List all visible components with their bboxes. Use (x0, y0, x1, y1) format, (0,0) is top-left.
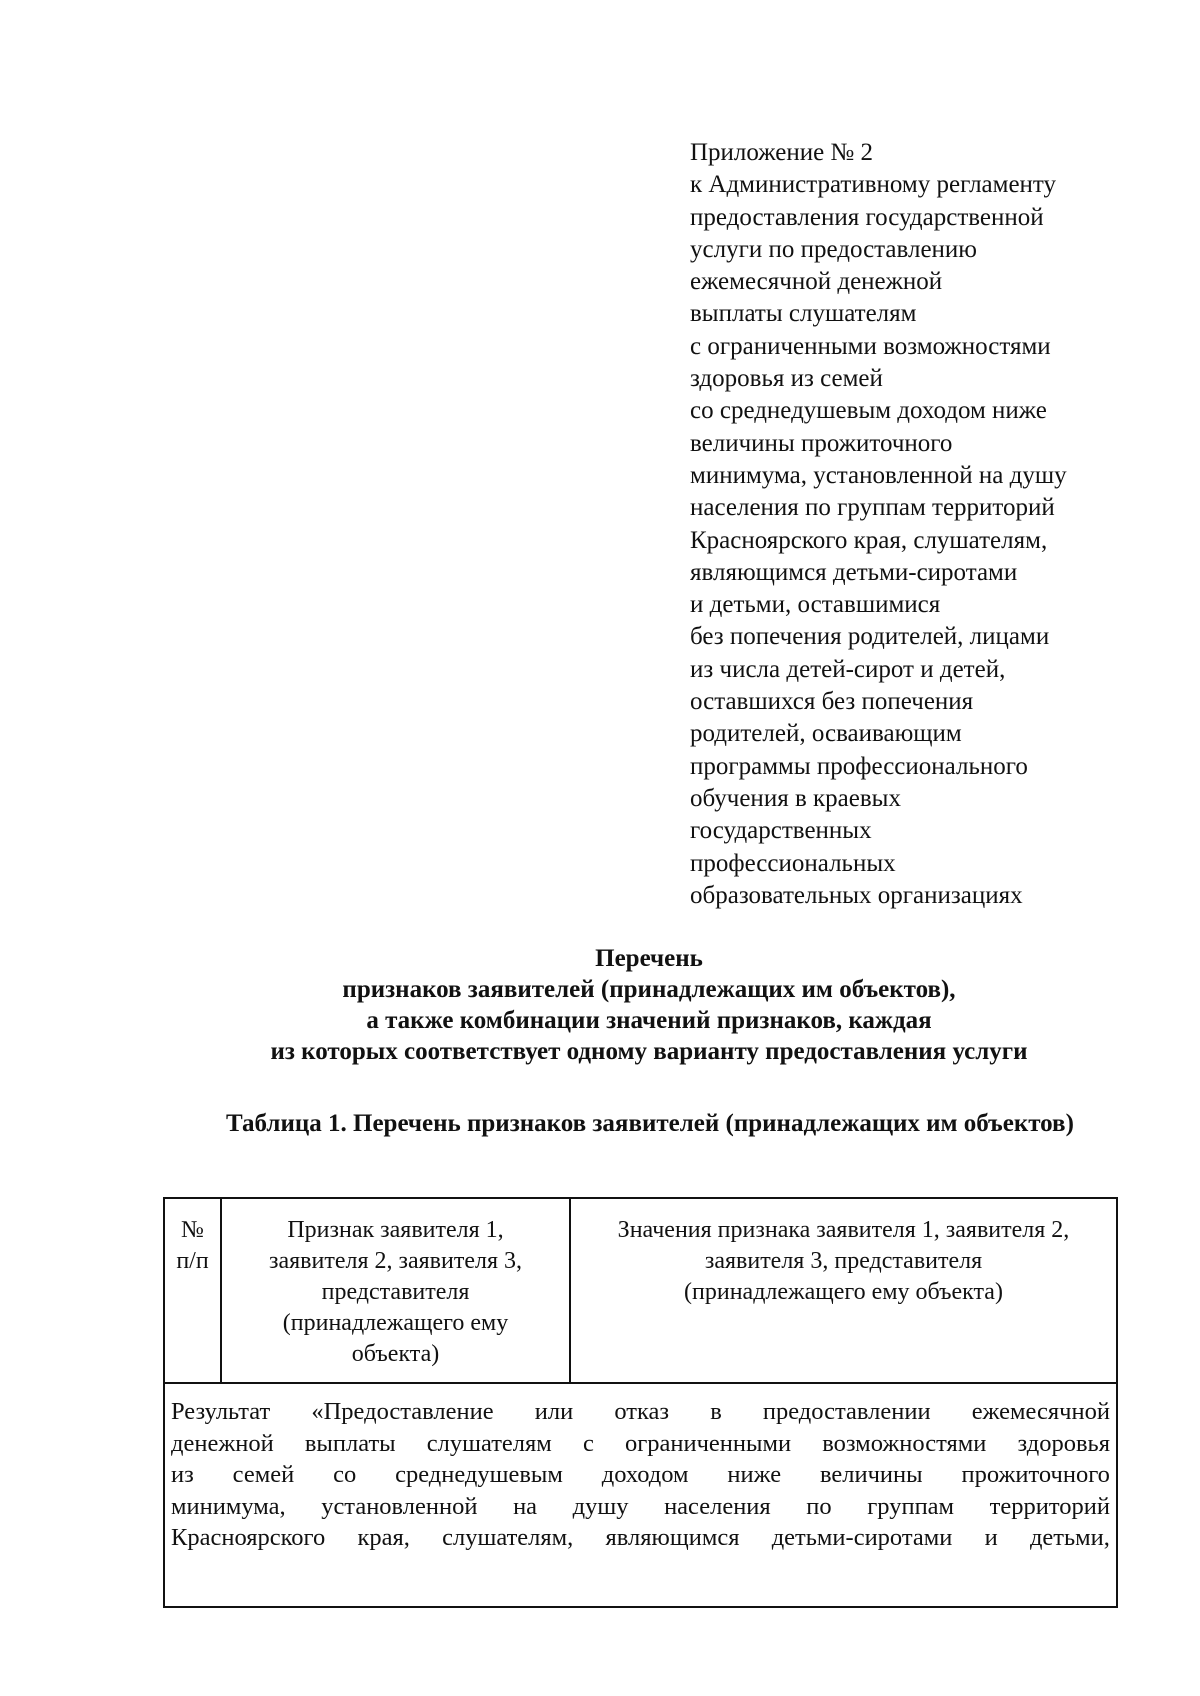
attributes-table (163, 1197, 1118, 1608)
title-line: а также комбинации значений признаков, каждая (366, 1007, 932, 1034)
appendix-line: и детьми, оставшимися (690, 591, 941, 619)
header-line: Признак заявителя 1, (287, 1217, 504, 1243)
appendix-line: предоставления государственной (690, 203, 1044, 231)
header-cell-attribute (222, 1199, 571, 1382)
result-line: Результат «Предоставление или отказ в предоставлении ежемесячной (171, 1398, 1110, 1425)
appendix-line: являющимся детьми-сиротами (690, 558, 1018, 586)
appendix-line: населения по группам территорий (690, 494, 1055, 522)
appendix-line: Приложение № 2 (690, 139, 874, 166)
result-line: Красноярского края, слушателям, являющимся детьми-сиротами и детьми, (171, 1524, 1110, 1551)
appendix-line: программы профессионального (690, 752, 1028, 780)
appendix-line: с ограниченными возможностями (690, 332, 1051, 360)
header-line: п/п (176, 1248, 209, 1274)
header-line: заявителя 3, представителя (704, 1248, 983, 1274)
appendix-line: минимума, установленной на душу (690, 461, 1067, 489)
table-header-row (165, 1199, 1116, 1384)
header-line: заявителя 2, заявителя 3, (268, 1248, 522, 1274)
header-line: представителя (321, 1279, 470, 1305)
appendix-line: оставшихся без попечения (690, 688, 974, 716)
table-result-row (171, 1396, 1110, 1554)
appendix-line: со среднедушевым доходом ниже (690, 397, 1047, 425)
appendix-line: профессиональных (690, 849, 896, 877)
appendix-line: родителей, осваивающим (690, 720, 962, 748)
appendix-line: к Административному регламенту (690, 171, 1057, 199)
document-title (160, 943, 1138, 1067)
appendix-line: Красноярского края, слушателям, (690, 526, 1048, 554)
result-line: денежной выплаты слушателям с ограниченными возможностями здоровья (171, 1429, 1110, 1457)
appendix-block (690, 137, 1130, 912)
appendix-line: ежемесячной денежной (690, 268, 943, 296)
title-line: из которых соответствует одному варианту предоставления услуги (270, 1038, 1028, 1065)
result-line: минимума, установленной на душу населения по группам территорий (171, 1492, 1110, 1520)
appendix-line: здоровья из семей (690, 365, 883, 393)
appendix-line: государственных (690, 817, 872, 845)
appendix-line: из числа детей-сирот и детей, (690, 655, 1006, 683)
title-line: признаков заявителей (принадлежащих им объектов), (342, 976, 956, 1003)
table-caption: Таблица 1. Перечень признаков заявителей (принадлежащих им объектов) (226, 1110, 1074, 1137)
header-line: (принадлежащего ему (282, 1310, 509, 1336)
header-cell-values (571, 1199, 1116, 1382)
appendix-line: услуги по предоставлению (690, 235, 977, 263)
header-line: Значения признака заявителя 1, заявителя 2, (617, 1217, 1070, 1243)
appendix-line: обучения в краевых (690, 784, 901, 812)
appendix-line: образовательных организациях (690, 881, 1023, 909)
title-line: Перечень (595, 945, 703, 972)
result-line: из семей со среднедушевым доходом ниже величины прожиточного (171, 1461, 1110, 1488)
header-cell-number (165, 1199, 222, 1382)
header-line: (принадлежащего ему объекта) (684, 1279, 1003, 1305)
appendix-line: величины прожиточного (690, 429, 953, 457)
header-line: № (181, 1217, 204, 1243)
header-line: объекта) (351, 1341, 440, 1367)
appendix-line: выплаты слушателям (690, 300, 917, 328)
appendix-line: без попечения родителей, лицами (690, 623, 1050, 651)
